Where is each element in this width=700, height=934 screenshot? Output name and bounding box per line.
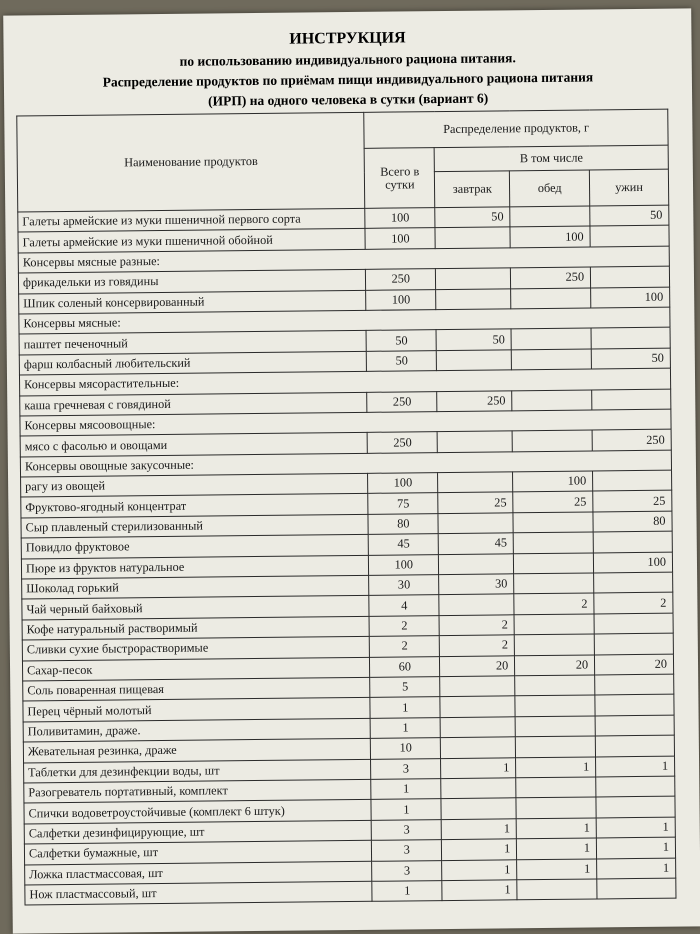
dinner-cell xyxy=(596,776,675,797)
total-cell: 250 xyxy=(367,391,437,412)
breakfast-cell xyxy=(438,472,513,493)
breakfast-cell xyxy=(436,268,511,289)
dinner-cell: 2 xyxy=(594,593,673,614)
dinner-cell xyxy=(593,470,672,491)
lunch-cell xyxy=(512,430,592,451)
total-cell: 100 xyxy=(365,208,435,229)
total-cell: 30 xyxy=(369,575,439,596)
total-cell: 3 xyxy=(372,819,442,840)
total-cell: 3 xyxy=(371,758,441,779)
header-product-name: Наименование продуктов xyxy=(17,112,365,212)
lunch-cell: 2 xyxy=(514,593,594,614)
breakfast-cell xyxy=(441,798,516,819)
dinner-cell xyxy=(590,226,669,247)
dinner-cell: 250 xyxy=(592,429,671,450)
dinner-cell xyxy=(590,266,669,287)
product-name-cell: Спички водоветроустойчивые (комплект 6 штук) xyxy=(24,800,372,824)
total-cell: 250 xyxy=(367,432,437,453)
lunch-cell xyxy=(515,675,595,696)
product-name-cell: Перец чёрный молотый xyxy=(23,698,371,722)
lunch-cell xyxy=(514,573,594,594)
lunch-cell xyxy=(511,328,591,349)
breakfast-cell xyxy=(436,288,511,309)
lunch-cell: 1 xyxy=(517,858,597,879)
breakfast-cell: 2 xyxy=(440,635,515,656)
lunch-cell xyxy=(516,797,596,818)
total-cell: 80 xyxy=(368,513,438,534)
total-cell: 100 xyxy=(369,554,439,575)
total-cell: 50 xyxy=(366,330,436,351)
product-name-cell: Шоколад горький xyxy=(22,575,370,599)
dinner-cell: 50 xyxy=(590,205,669,226)
lunch-cell xyxy=(515,695,595,716)
product-name-cell: Ложка пластмассовая, шт xyxy=(25,861,373,885)
lunch-cell xyxy=(510,206,590,227)
product-name-cell: фарш колбасный любительский xyxy=(19,351,367,375)
total-cell: 1 xyxy=(372,880,442,901)
dinner-cell: 100 xyxy=(591,287,670,308)
lunch-cell: 20 xyxy=(515,655,595,676)
breakfast-cell xyxy=(437,431,512,452)
lunch-cell xyxy=(511,288,591,309)
product-name-cell: Нож пластмассовый, шт xyxy=(25,881,373,905)
breakfast-cell xyxy=(440,696,515,717)
header-distribution: Распределение продуктов, г xyxy=(364,109,668,148)
dinner-cell xyxy=(597,878,676,899)
dinner-cell: 1 xyxy=(596,817,675,838)
total-cell: 1 xyxy=(370,697,440,718)
dinner-cell xyxy=(594,633,673,654)
group-label: Консервы мясоовощные: xyxy=(20,409,671,436)
product-name-cell: Таблетки для дезинфекции воды, шт xyxy=(24,759,372,783)
lunch-cell xyxy=(512,390,592,411)
breakfast-cell: 1 xyxy=(441,757,516,778)
dinner-cell: 25 xyxy=(593,491,672,512)
breakfast-cell xyxy=(435,227,510,248)
total-cell: 45 xyxy=(369,534,439,555)
table-body xyxy=(18,205,676,905)
lunch-cell: 1 xyxy=(517,838,597,859)
header-total: Всего в сутки xyxy=(365,148,436,209)
product-name-cell: Фруктово-ягодный концентрат xyxy=(21,494,369,518)
dinner-cell xyxy=(594,572,673,593)
product-name-cell: Жевательная резинка, драже xyxy=(23,738,371,762)
dinner-cell xyxy=(595,674,674,695)
product-name-cell: Разогреватель портативный, комплект xyxy=(24,779,372,803)
total-cell: 1 xyxy=(371,779,441,800)
total-cell: 3 xyxy=(372,840,442,861)
product-name-cell: Салфетки бумажные, шт xyxy=(24,840,372,864)
dinner-cell xyxy=(595,735,674,756)
breakfast-cell xyxy=(440,676,515,697)
product-name-cell: Салфетки дезинфицирующие, шт xyxy=(24,820,372,844)
lunch-cell: 1 xyxy=(516,818,596,839)
dinner-cell xyxy=(596,796,675,817)
total-cell: 100 xyxy=(366,289,436,310)
total-cell: 1 xyxy=(370,717,440,738)
dinner-cell xyxy=(595,715,674,736)
total-cell: 60 xyxy=(370,656,440,677)
total-cell: 4 xyxy=(369,595,439,616)
dinner-cell xyxy=(593,531,672,552)
product-name-cell: Чай черный байховый xyxy=(22,596,370,620)
total-cell: 2 xyxy=(369,615,439,636)
breakfast-cell xyxy=(439,553,514,574)
document-subtitle: по использованию индивидуального рациона питания. xyxy=(179,50,516,69)
breakfast-cell: 250 xyxy=(437,390,512,411)
total-cell: 50 xyxy=(367,350,437,371)
group-label: Консервы мясные разные: xyxy=(18,246,669,273)
dinner-cell xyxy=(594,613,673,634)
breakfast-cell: 1 xyxy=(442,880,517,901)
total-cell: 2 xyxy=(370,636,440,657)
dinner-cell xyxy=(591,328,670,349)
product-name-cell: каша гречневая с говядиной xyxy=(20,392,368,416)
dinner-cell xyxy=(592,389,671,410)
product-name-cell: паштет печеночный xyxy=(19,331,367,355)
product-name-cell: Соль поваренная пищевая xyxy=(23,677,371,701)
total-cell: 250 xyxy=(366,269,436,290)
product-name-cell: рагу из овощей xyxy=(21,473,369,497)
breakfast-cell xyxy=(440,717,515,738)
breakfast-cell: 20 xyxy=(440,655,515,676)
breakfast-cell xyxy=(437,350,512,371)
breakfast-cell xyxy=(438,513,513,534)
total-cell: 3 xyxy=(372,860,442,881)
dinner-cell: 50 xyxy=(591,348,670,369)
total-cell: 100 xyxy=(365,228,435,249)
lunch-cell xyxy=(513,512,593,533)
product-name-cell: мясо с фасолью и овощами xyxy=(20,433,368,457)
breakfast-cell: 1 xyxy=(441,819,516,840)
product-name-cell: Сливки сухие быстрорастворимые xyxy=(22,637,370,661)
breakfast-cell xyxy=(441,778,516,799)
document-title: ИНСТРУКЦИЯ xyxy=(289,29,406,48)
header-breakfast: завтрак xyxy=(435,171,510,208)
product-name-cell: Сахар-песок xyxy=(22,657,370,681)
lunch-cell xyxy=(511,349,591,370)
lunch-cell xyxy=(516,777,596,798)
header-including: В том числе xyxy=(434,145,668,171)
lunch-cell: 25 xyxy=(513,491,593,512)
breakfast-cell: 45 xyxy=(438,533,513,554)
breakfast-cell: 25 xyxy=(438,492,513,513)
product-name-cell: Кофе натуральный растворимый xyxy=(22,616,370,640)
dinner-cell: 100 xyxy=(593,552,672,573)
ration-table xyxy=(16,109,676,906)
dinner-cell: 20 xyxy=(595,654,674,675)
lunch-cell xyxy=(513,532,593,553)
lunch-cell xyxy=(515,716,595,737)
breakfast-cell: 1 xyxy=(442,859,517,880)
breakfast-cell xyxy=(439,594,514,615)
lunch-cell xyxy=(514,553,594,574)
dinner-cell: 80 xyxy=(593,511,672,532)
breakfast-cell: 1 xyxy=(442,839,517,860)
product-name-cell: Галеты армейские из муки пшеничной первого сорта xyxy=(18,208,366,232)
product-name-cell: Повидло фруктовое xyxy=(21,535,369,559)
total-cell: 75 xyxy=(368,493,438,514)
lunch-cell: 1 xyxy=(516,757,596,778)
header-lunch: обед xyxy=(510,170,590,207)
product-name-cell: Поливитамин, драже. xyxy=(23,718,371,742)
total-cell: 5 xyxy=(370,677,440,698)
product-name-cell: Пюре из фруктов натуральное xyxy=(21,555,369,579)
total-cell: 100 xyxy=(368,473,438,494)
document-heading-line-3: (ИРП) на одного человека в сутки (вариант 6) xyxy=(207,90,489,109)
breakfast-cell: 50 xyxy=(436,329,511,350)
product-name-cell: Сыр плавленый стерилизованный xyxy=(21,514,369,538)
lunch-cell xyxy=(516,736,596,757)
lunch-cell xyxy=(517,879,597,900)
lunch-cell: 250 xyxy=(511,267,591,288)
lunch-cell: 100 xyxy=(513,471,593,492)
dinner-cell: 1 xyxy=(597,858,676,879)
breakfast-cell xyxy=(441,737,516,758)
product-name-cell: Галеты армейские из муки пшеничной обойной xyxy=(18,229,366,253)
document-heading-line-2: Распределение продуктов по приёмам пищи индивидуального рациона питания xyxy=(102,69,594,90)
document-page xyxy=(3,8,700,933)
dinner-cell: 1 xyxy=(596,837,675,858)
total-cell: 1 xyxy=(371,799,441,820)
lunch-cell: 100 xyxy=(510,226,590,247)
product-name-cell: Шпик соленый консервированный xyxy=(19,290,367,314)
lunch-cell xyxy=(514,614,594,635)
total-cell: 10 xyxy=(371,738,441,759)
breakfast-cell: 30 xyxy=(439,574,514,595)
dinner-cell: 1 xyxy=(596,756,675,777)
breakfast-cell: 50 xyxy=(435,207,510,228)
lunch-cell xyxy=(514,634,594,655)
group-label: Консервы мясные: xyxy=(19,307,670,334)
breakfast-cell: 2 xyxy=(439,615,514,636)
header-dinner: ужин xyxy=(589,169,668,206)
dinner-cell xyxy=(595,695,674,716)
group-label: Консервы овощные закусочные: xyxy=(20,450,671,477)
group-label: Консервы мясорастительные: xyxy=(19,368,670,395)
product-name-cell: фрикадельки из говядины xyxy=(18,270,366,294)
